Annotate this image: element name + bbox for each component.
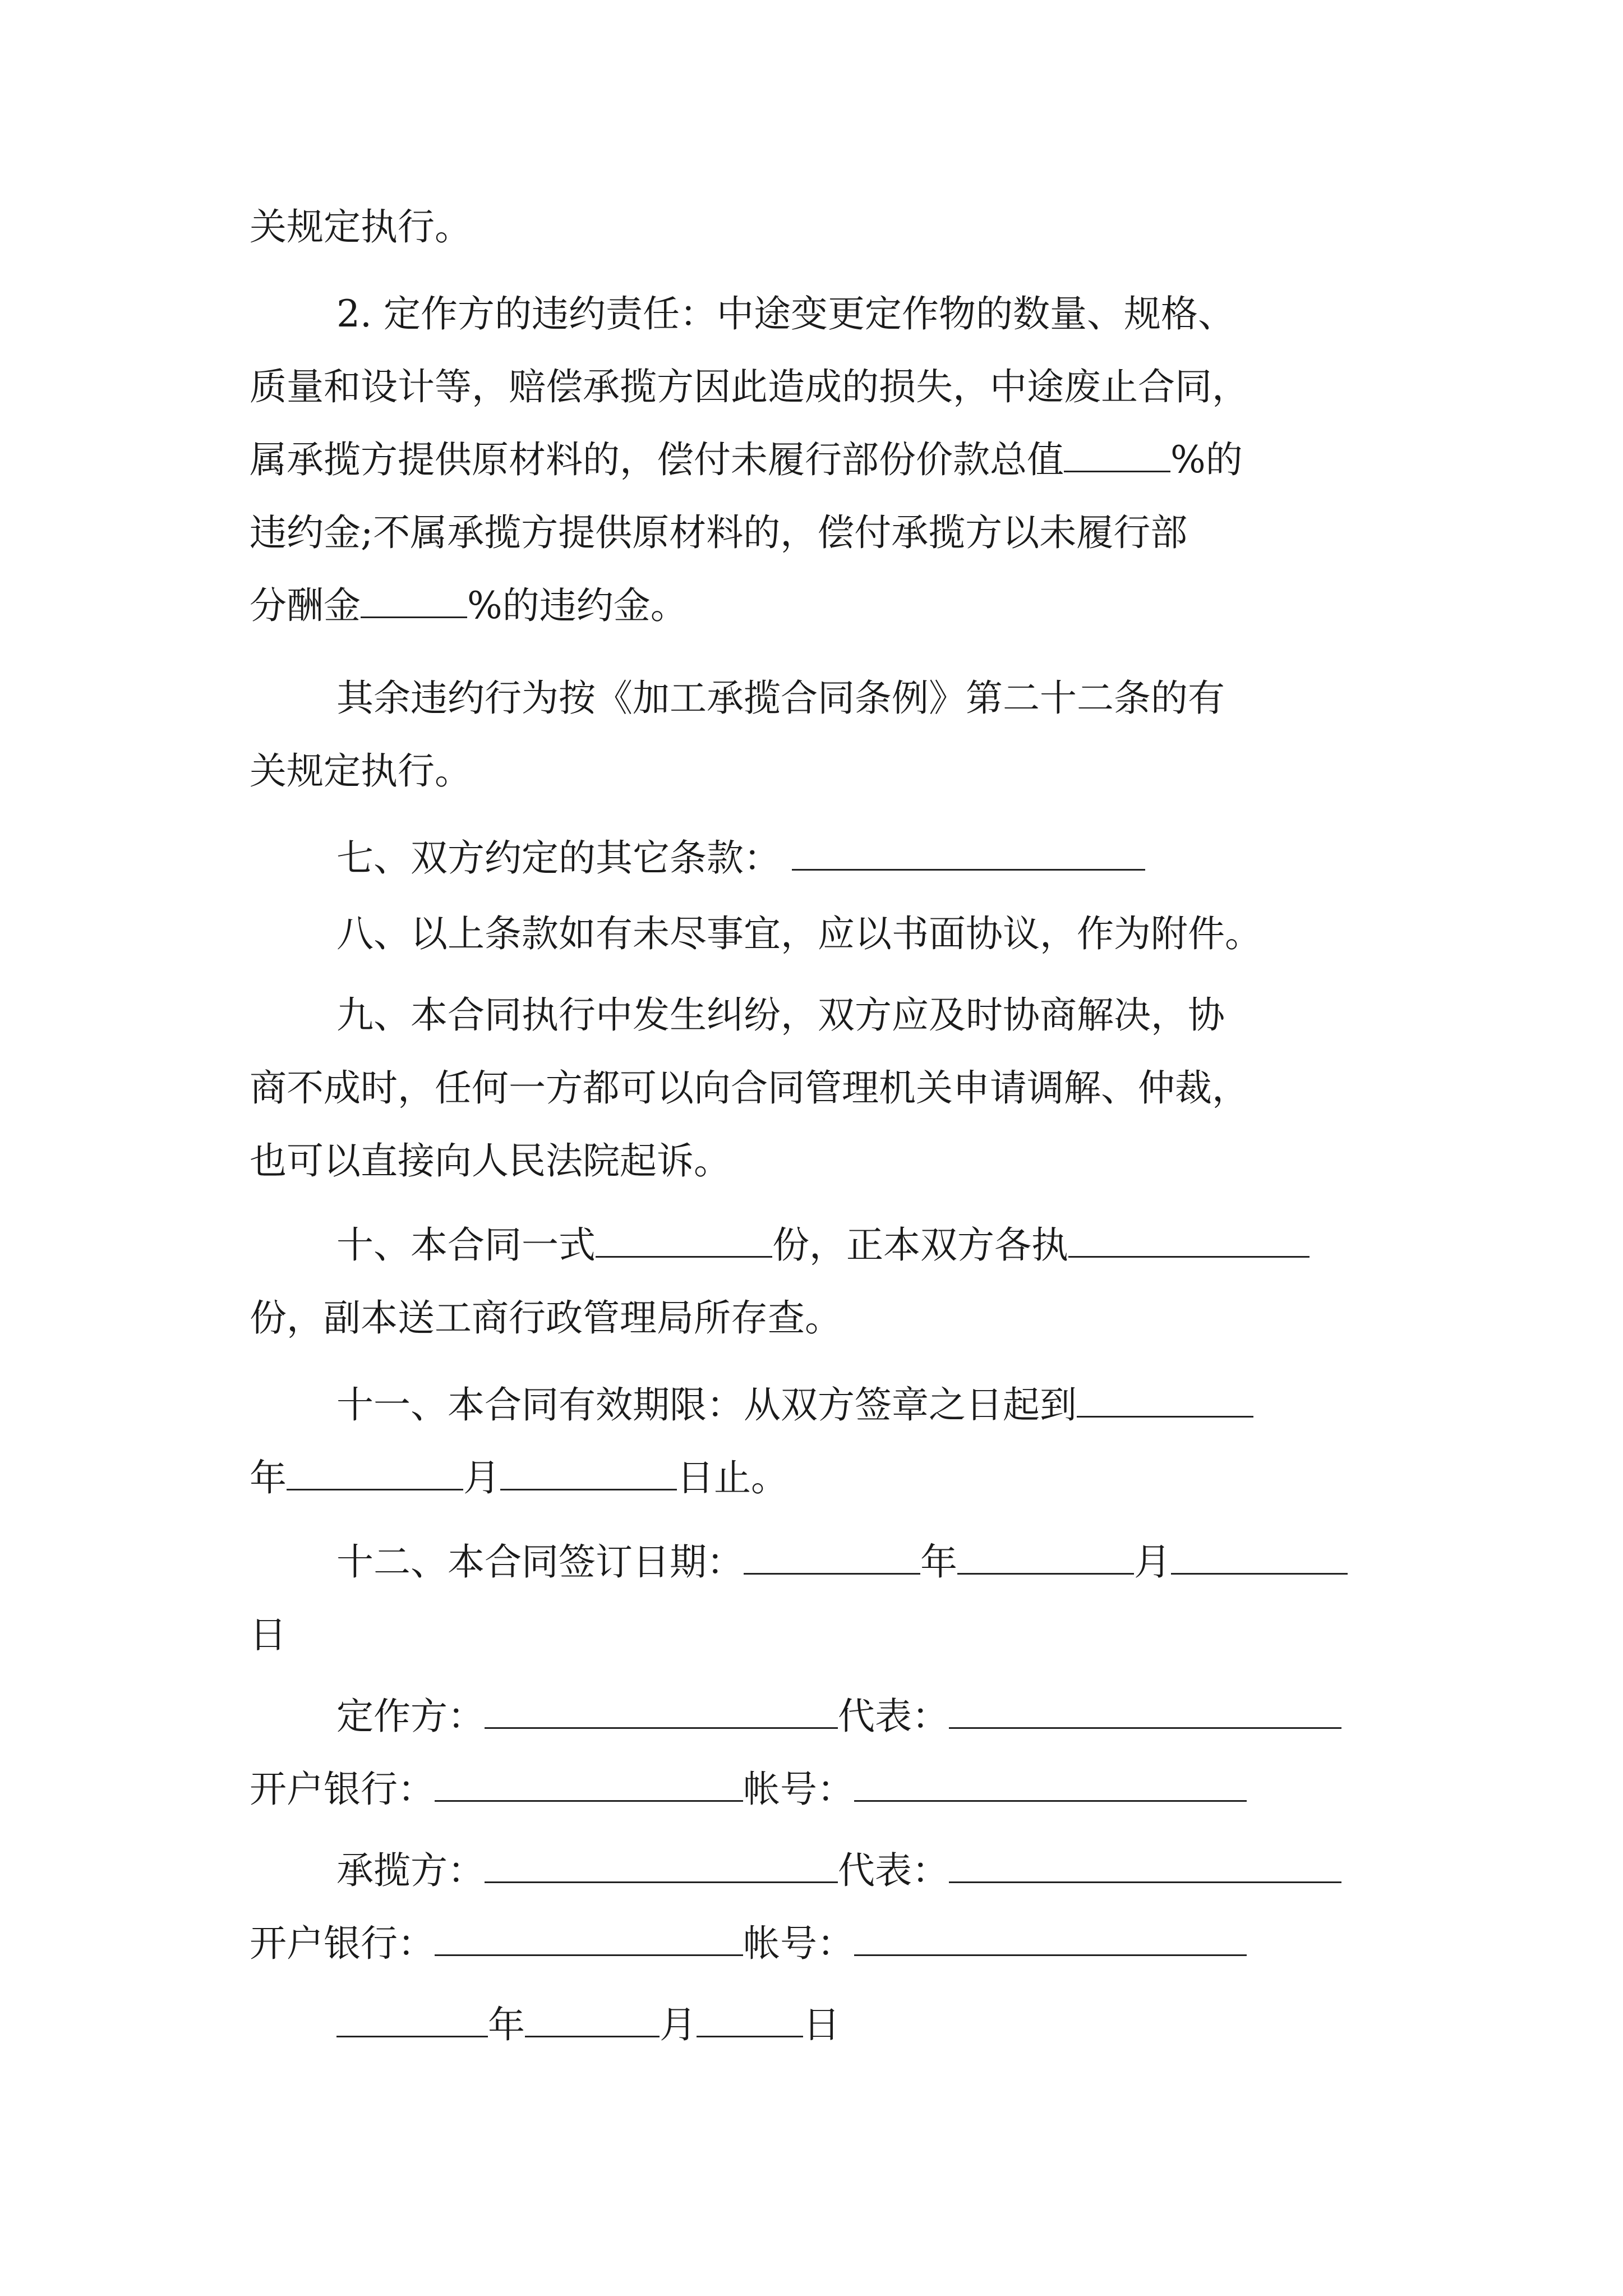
- text-line: 其余违约行为按《加工承揽合同条例》第二十二条的有: [336, 677, 1225, 720]
- fill-blank: [361, 582, 467, 618]
- text-line: 年 月 日止。: [250, 1450, 788, 1506]
- text-line: 商不成时，任何一方都可以向合同管理机关申请调解、仲裁，: [250, 1066, 1249, 1110]
- fill-blank: [792, 834, 1145, 871]
- text-line: 也可以直接向人民法院起诉。: [250, 1139, 731, 1182]
- fill-blank: [957, 1538, 1134, 1575]
- text-line: 十二、本合同签订日期： 年 月: [336, 1534, 1348, 1590]
- text-line: 七、双方约定的其它条款：: [336, 830, 1145, 886]
- signature-line: 开户银行： 帐号：: [250, 1916, 1247, 1972]
- text-line: 关规定执行。: [250, 749, 472, 793]
- text-line: 2. 定作方的违约责任：中途变更定作物的数量、规格、: [336, 292, 1235, 335]
- fill-blank: [949, 1847, 1341, 1883]
- text-line: 八、以上条款如有未尽事宜，应以书面协议，作为附件。: [336, 912, 1262, 955]
- fill-blank: [287, 1454, 463, 1490]
- text-line: 十、本合同一式 份，正本双方各执: [336, 1217, 1310, 1273]
- fill-blank: [744, 1538, 920, 1575]
- text-line: 十一、本合同有效期限：从双方签章之日起到: [336, 1377, 1253, 1433]
- fill-blank: [697, 2001, 803, 2037]
- fill-blank: [485, 1692, 838, 1729]
- fill-blank: [435, 1920, 743, 1956]
- fill-blank: [854, 1765, 1247, 1802]
- fill-blank: [485, 1847, 838, 1883]
- signature-line: 开户银行： 帐号：: [250, 1761, 1247, 1818]
- fill-blank: [949, 1692, 1341, 1729]
- signature-line: 定作方： 代表：: [336, 1688, 1341, 1745]
- fill-blank: [525, 2001, 660, 2037]
- text-line: 份，副本送工商行政管理局所存查。: [250, 1296, 842, 1340]
- text-line: 关规定执行。: [250, 205, 472, 249]
- fill-blank: [1068, 1221, 1310, 1258]
- text-line: 违约金;不属承揽方提供原材料的，偿付承揽方以未履行部: [250, 511, 1188, 554]
- fill-blank: [596, 1221, 772, 1258]
- text-line: 分酬金 %的违约金。: [250, 578, 688, 634]
- fill-blank: [1171, 1538, 1348, 1575]
- fill-blank: [435, 1765, 743, 1802]
- fill-blank: [336, 2001, 488, 2037]
- text-line: 九、本合同执行中发生纠纷，双方应及时协商解决，协: [336, 993, 1225, 1037]
- signature-line: 承揽方： 代表：: [336, 1843, 1341, 1899]
- fill-blank: [1064, 436, 1170, 472]
- text-line: 日: [250, 1613, 287, 1657]
- text-line: 属承揽方提供原材料的，偿付未履行部份价款总值 %的: [250, 432, 1243, 488]
- fill-blank: [854, 1920, 1247, 1956]
- fill-blank: [1077, 1381, 1253, 1418]
- text-line: 质量和设计等，赔偿承揽方因此造成的损失，中途废止合同，: [250, 365, 1249, 408]
- fill-blank: [500, 1454, 677, 1490]
- date-line: 年 月 日: [336, 1997, 840, 2053]
